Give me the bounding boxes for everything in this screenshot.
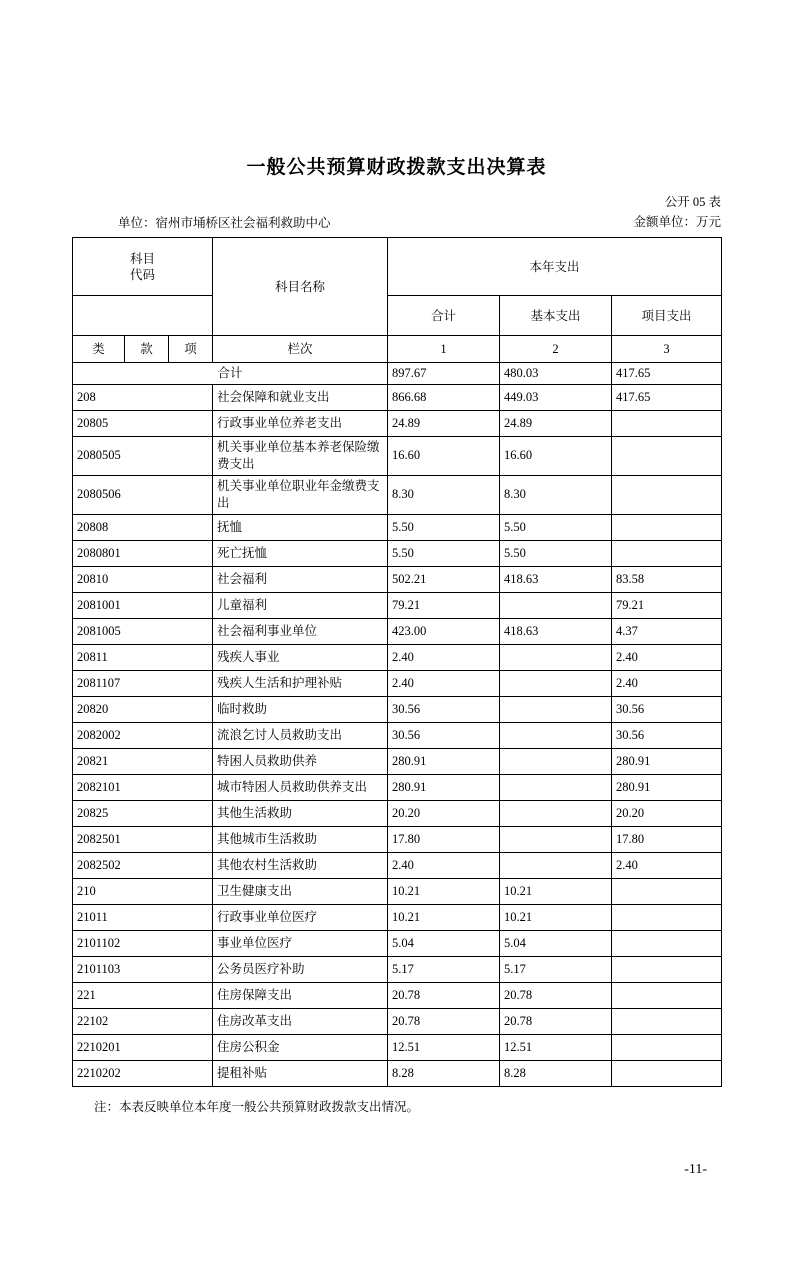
header-code-line2: 代码 (130, 267, 156, 282)
cell-subject-code: 20810 (73, 566, 213, 592)
table-row (73, 540, 722, 566)
table-row (73, 592, 722, 618)
cell-project (612, 540, 722, 566)
table-body (73, 384, 722, 1086)
cell-subject-name: 其他生活救助 (213, 800, 388, 826)
total-label: 合计 (73, 363, 388, 384)
cell-project: 280.91 (612, 774, 722, 800)
cell-total: 5.50 (388, 540, 500, 566)
cell-subject-name: 社会保障和就业支出 (213, 384, 388, 410)
header-code-spacer (73, 296, 213, 336)
cell-total: 5.17 (388, 956, 500, 982)
cell-subject-code: 20821 (73, 748, 213, 774)
cell-project (612, 1060, 722, 1086)
header-class: 类 (73, 336, 125, 363)
cell-basic: 20.78 (500, 1008, 612, 1034)
cell-subject-name: 临时救助 (213, 696, 388, 722)
header-total: 合计 (388, 296, 500, 336)
cell-subject-code: 2080506 (73, 475, 213, 514)
cell-project: 20.20 (612, 800, 722, 826)
header-col-2: 2 (500, 336, 612, 363)
table-note: 注：本表反映单位本年度一般公共预算财政拨款支出情况。 (94, 1099, 420, 1114)
table-header-row-2 (73, 296, 722, 336)
table-row (73, 852, 722, 878)
cell-subject-code: 2081107 (73, 670, 213, 696)
total-value-project: 417.65 (612, 363, 722, 384)
cell-project (612, 475, 722, 514)
cell-project: 83.58 (612, 566, 722, 592)
table-row (73, 1060, 722, 1086)
cell-project: 30.56 (612, 696, 722, 722)
cell-total: 79.21 (388, 592, 500, 618)
table-row (73, 878, 722, 904)
cell-basic (500, 852, 612, 878)
table-row (73, 670, 722, 696)
cell-basic: 24.89 (500, 410, 612, 436)
cell-basic (500, 774, 612, 800)
cell-total: 2.40 (388, 644, 500, 670)
cell-total: 280.91 (388, 748, 500, 774)
table-row (73, 566, 722, 592)
cell-basic: 449.03 (500, 384, 612, 410)
meta-row (72, 193, 721, 231)
cell-basic: 20.78 (500, 982, 612, 1008)
cell-basic: 16.60 (500, 436, 612, 475)
cell-total: 20.78 (388, 982, 500, 1008)
table-row (73, 774, 722, 800)
table-row (73, 982, 722, 1008)
cell-basic: 8.30 (500, 475, 612, 514)
cell-subject-code: 221 (73, 982, 213, 1008)
header-code (73, 238, 213, 296)
cell-subject-name: 社会福利事业单位 (213, 618, 388, 644)
cell-project (612, 956, 722, 982)
cell-subject-name: 事业单位医疗 (213, 930, 388, 956)
cell-subject-code: 21011 (73, 904, 213, 930)
cell-basic: 418.63 (500, 566, 612, 592)
cell-project (612, 904, 722, 930)
unit-label: 单位：宿州市埇桥区社会福利救助中心 (118, 216, 331, 231)
cell-subject-code: 2082002 (73, 722, 213, 748)
cell-subject-code: 2081001 (73, 592, 213, 618)
cell-subject-code: 20825 (73, 800, 213, 826)
cell-basic: 418.63 (500, 618, 612, 644)
amount-unit: 金额单位：万元 (633, 215, 721, 230)
cell-basic (500, 722, 612, 748)
cell-subject-name: 其他农村生活救助 (213, 852, 388, 878)
table-row (73, 1008, 722, 1034)
cell-subject-code: 2080505 (73, 436, 213, 475)
table-row (73, 618, 722, 644)
cell-project: 2.40 (612, 644, 722, 670)
table-row (73, 696, 722, 722)
cell-project: 79.21 (612, 592, 722, 618)
cell-subject-name: 其他城市生活救助 (213, 826, 388, 852)
total-value-total: 897.67 (388, 363, 500, 384)
cell-project (612, 436, 722, 475)
cell-total: 280.91 (388, 774, 500, 800)
cell-total: 2.40 (388, 852, 500, 878)
cell-project (612, 1008, 722, 1034)
cell-project: 17.80 (612, 826, 722, 852)
cell-subject-name: 行政事业单位养老支出 (213, 410, 388, 436)
cell-subject-name: 儿童福利 (213, 592, 388, 618)
cell-subject-name: 住房保障支出 (213, 982, 388, 1008)
table-row (73, 514, 722, 540)
cell-subject-code: 20805 (73, 410, 213, 436)
header-basic: 基本支出 (500, 296, 612, 336)
table-row (73, 475, 722, 514)
public-number: 公开 05 表 (664, 195, 721, 209)
table-row (73, 410, 722, 436)
header-code-line1: 科目 (130, 251, 156, 266)
cell-total: 2.40 (388, 670, 500, 696)
cell-subject-name: 提租补贴 (213, 1060, 388, 1086)
cell-project: 2.40 (612, 852, 722, 878)
table-header-row-3 (73, 336, 722, 363)
cell-subject-code: 210 (73, 878, 213, 904)
cell-subject-code: 2081005 (73, 618, 213, 644)
cell-total: 17.80 (388, 826, 500, 852)
cell-basic (500, 644, 612, 670)
table-total-row (73, 363, 722, 384)
cell-total: 10.21 (388, 904, 500, 930)
cell-subject-name: 城市特困人员救助供养支出 (213, 774, 388, 800)
cell-total: 8.28 (388, 1060, 500, 1086)
table-row (73, 956, 722, 982)
table-row (73, 436, 722, 475)
cell-project: 30.56 (612, 722, 722, 748)
cell-subject-name: 住房改革支出 (213, 1008, 388, 1034)
cell-subject-code: 20820 (73, 696, 213, 722)
cell-subject-name: 机关事业单位职业年金缴费支出 (213, 475, 388, 514)
header-project: 项目支出 (612, 296, 722, 336)
cell-basic: 12.51 (500, 1034, 612, 1060)
cell-project (612, 410, 722, 436)
document-page (0, 152, 793, 1274)
cell-project: 2.40 (612, 670, 722, 696)
cell-subject-name: 住房公积金 (213, 1034, 388, 1060)
header-section: 款 (125, 336, 169, 363)
cell-subject-name: 残疾人生活和护理补贴 (213, 670, 388, 696)
cell-total: 502.21 (388, 566, 500, 592)
cell-total: 12.51 (388, 1034, 500, 1060)
cell-subject-code: 208 (73, 384, 213, 410)
cell-subject-name: 卫生健康支出 (213, 878, 388, 904)
cell-total: 20.20 (388, 800, 500, 826)
table-row (73, 800, 722, 826)
meta-right (633, 193, 721, 231)
cell-subject-code: 2101102 (73, 930, 213, 956)
cell-subject-code: 22102 (73, 1008, 213, 1034)
cell-project (612, 1034, 722, 1060)
cell-total: 423.00 (388, 618, 500, 644)
cell-total: 24.89 (388, 410, 500, 436)
cell-basic (500, 592, 612, 618)
cell-subject-name: 社会福利 (213, 566, 388, 592)
cell-subject-code: 2082101 (73, 774, 213, 800)
cell-basic (500, 696, 612, 722)
cell-subject-name: 行政事业单位医疗 (213, 904, 388, 930)
cell-basic (500, 748, 612, 774)
cell-total: 8.30 (388, 475, 500, 514)
table-row (73, 384, 722, 410)
cell-basic: 5.50 (500, 514, 612, 540)
cell-project (612, 514, 722, 540)
cell-project: 417.65 (612, 384, 722, 410)
cell-subject-name: 抚恤 (213, 514, 388, 540)
cell-basic: 5.04 (500, 930, 612, 956)
cell-subject-code: 20811 (73, 644, 213, 670)
header-col-3: 3 (612, 336, 722, 363)
cell-basic: 5.50 (500, 540, 612, 566)
cell-project (612, 982, 722, 1008)
table-row (73, 930, 722, 956)
header-current-year: 本年支出 (388, 238, 722, 296)
cell-subject-name: 机关事业单位基本养老保险缴费支出 (213, 436, 388, 475)
cell-total: 30.56 (388, 722, 500, 748)
cell-subject-code: 20808 (73, 514, 213, 540)
cell-project: 280.91 (612, 748, 722, 774)
table-header-row-1 (73, 238, 722, 296)
cell-basic: 10.21 (500, 878, 612, 904)
cell-subject-code: 2210202 (73, 1060, 213, 1086)
cell-total: 866.68 (388, 384, 500, 410)
cell-total: 20.78 (388, 1008, 500, 1034)
cell-subject-code: 2080801 (73, 540, 213, 566)
cell-subject-code: 2082502 (73, 852, 213, 878)
total-value-basic: 480.03 (500, 363, 612, 384)
cell-total: 5.50 (388, 514, 500, 540)
cell-project (612, 878, 722, 904)
table-row (73, 1034, 722, 1060)
table-row (73, 904, 722, 930)
cell-subject-name: 残疾人事业 (213, 644, 388, 670)
cell-project (612, 930, 722, 956)
page-number: -11- (684, 1162, 707, 1177)
page-title: 一般公共预算财政拨款支出决算表 (246, 157, 547, 178)
cell-basic (500, 826, 612, 852)
header-column-label: 栏次 (213, 336, 388, 363)
cell-basic (500, 800, 612, 826)
header-col-1: 1 (388, 336, 500, 363)
table-row (73, 644, 722, 670)
cell-subject-name: 特困人员救助供养 (213, 748, 388, 774)
cell-subject-code: 2082501 (73, 826, 213, 852)
cell-subject-name: 死亡抚恤 (213, 540, 388, 566)
cell-total: 30.56 (388, 696, 500, 722)
table-row (73, 826, 722, 852)
cell-subject-name: 公务员医疗补助 (213, 956, 388, 982)
cell-total: 10.21 (388, 878, 500, 904)
cell-basic: 8.28 (500, 1060, 612, 1086)
cell-total: 5.04 (388, 930, 500, 956)
cell-basic (500, 670, 612, 696)
header-subject-name: 科目名称 (213, 238, 388, 336)
header-item: 项 (169, 336, 213, 363)
cell-basic: 5.17 (500, 956, 612, 982)
cell-project: 4.37 (612, 618, 722, 644)
cell-subject-name: 流浪乞讨人员救助支出 (213, 722, 388, 748)
cell-total: 16.60 (388, 436, 500, 475)
cell-subject-code: 2210201 (73, 1034, 213, 1060)
cell-subject-code: 2101103 (73, 956, 213, 982)
budget-table (72, 237, 722, 1086)
cell-basic: 10.21 (500, 904, 612, 930)
table-row (73, 748, 722, 774)
table-row (73, 722, 722, 748)
